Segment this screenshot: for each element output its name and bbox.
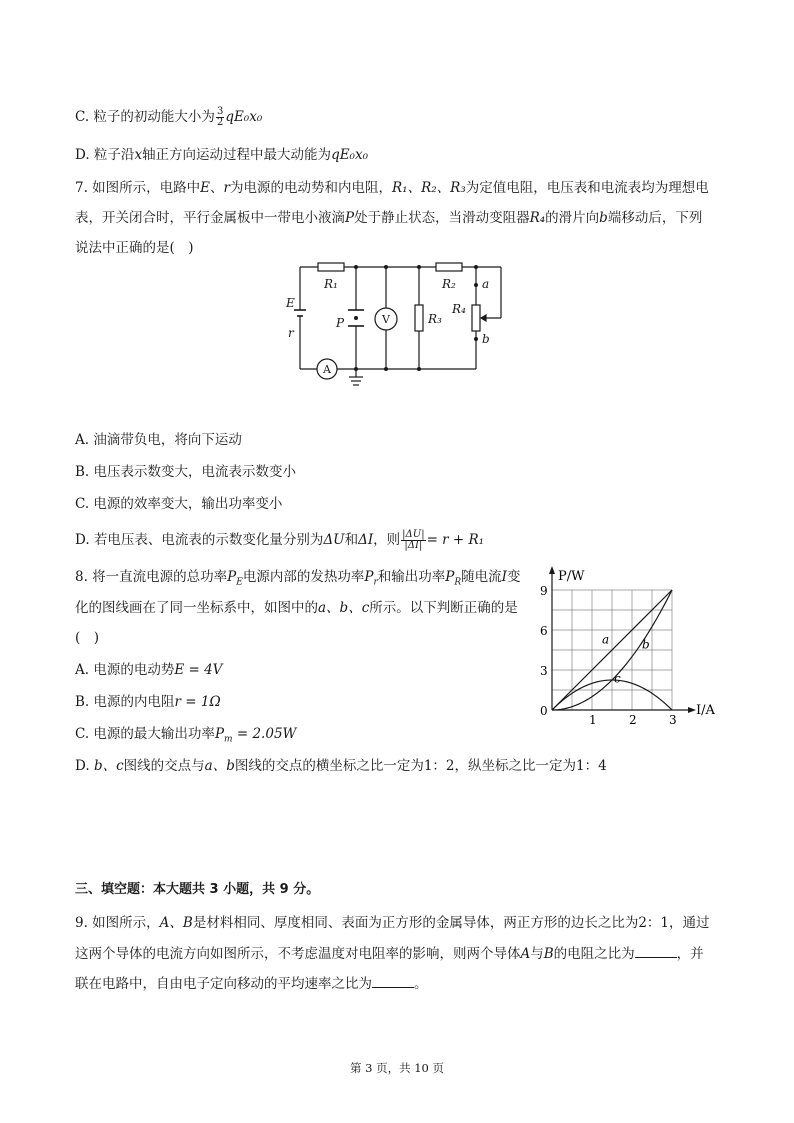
droplet-p (354, 316, 358, 320)
q7-option-a: A. 油滴带负电，将向下运动 (75, 432, 242, 448)
label-e: E (286, 296, 295, 310)
label-r1: R₁ (324, 277, 338, 291)
q9-answer-blank-2[interactable] (372, 973, 414, 988)
q6-option-c (75, 107, 262, 128)
y-axis-label: P/W (558, 569, 585, 584)
q8-stem-line1: 8. 将一直流电源的总功率$P_E$电源内部的发热功率$P_r$和输出功率$P_R$随电流I变 (75, 569, 521, 588)
series-label-c: c (614, 671, 621, 686)
label-r4: R₄ (452, 302, 466, 316)
x-tick-label: 3 (669, 713, 677, 727)
q9-answer-blank-1[interactable] (635, 943, 677, 958)
q7-stem-line3: 说法中正确的是( ) (75, 240, 194, 256)
label-r3: R₃ (428, 312, 442, 326)
label-r2: R₂ (442, 277, 456, 291)
q6-option-c-text: C. 粒子的初动能大小为 (75, 109, 215, 125)
label-p: P (336, 316, 345, 330)
q9-line2: 这两个导体的电流方向如图所示，不考虑温度对电阻率的影响，则两个导体A与B的电阻之比为 ，并 (75, 943, 704, 964)
q7-option-c: C. 电源的效率变大，输出功率变小 (75, 496, 283, 512)
q8-option-c: C. 电源的最大输出功率$P_m = 2.05W$ (75, 726, 297, 745)
q7-option-d-fraction: $\frac{|\Delta U|}{|\Delta I|}$ (402, 529, 425, 551)
q8-power-current-chart (528, 560, 728, 730)
q6-option-d: D. 粒子沿x轴正方向运动过程中最大动能为qE₀x₀ (75, 147, 368, 163)
y-tick-label: 6 (540, 624, 548, 638)
series-label-b: b (642, 637, 650, 652)
x-axis-arrow (688, 707, 696, 713)
q6-option-c-fraction: $\frac{3}{2}$ (216, 106, 224, 128)
section3-heading: 三、填空题：本大题共 3 小题，共 9 分。 (75, 882, 320, 897)
x-axis-label: I/A (696, 703, 715, 718)
q8-stem-line3: ( ) (75, 630, 100, 646)
q7-option-d: D. 若电压表、电流表的示数变化量分别为ΔU和ΔI，则 $\frac{|\Delta U|}{|\Delta I|}$ = r + R₁ (75, 529, 485, 551)
origin-label: 0 (540, 704, 548, 718)
label-b-end: b (482, 332, 490, 346)
y-axis-arrow (549, 566, 555, 574)
series-label-a: a (602, 632, 610, 647)
q8-stem-line2: 化的图线画在了同一坐标系中，如图中的a、b、c所示。以下判断正确的是 (75, 600, 518, 616)
voltmeter-label: V (382, 313, 390, 326)
page-footer: 第 3 页，共 10 页 (349, 1061, 445, 1075)
ammeter-label: A (323, 363, 331, 376)
q9-line1: 9. 如图所示，A、B是材料相同、厚度相同、表面为正方形的金属导体，两正方形的边长之比为2：1，通过 (75, 915, 710, 931)
rheostat-r4 (472, 305, 480, 331)
resistor-r1 (318, 263, 344, 271)
x-tick-label: 2 (629, 713, 637, 727)
x-tick-label: 1 (589, 713, 597, 727)
q8-option-d: D. b、c图线的交点与a、b图线的交点的横坐标之比一定为1：2，纵坐标之比一定为1：4 (75, 758, 607, 774)
q8-option-a: A. 电源的电动势E = 4V (75, 662, 223, 678)
q8-option-b: B. 电源的内电阻r = 1Ω (75, 694, 221, 710)
q6-option-c-expr: qE₀x₀ (225, 109, 263, 125)
q7-circuit-diagram (270, 255, 530, 395)
resistor-r2 (436, 263, 462, 271)
y-tick-label: 9 (540, 584, 548, 598)
label-r: r (288, 326, 294, 340)
resistor-r3 (415, 305, 423, 331)
q7-stem-line2: 表，开关闭合时，平行金属板中一带电小液滴P处于静止状态，当滑动变阻器R₄的滑片向b端移动后，下列 (75, 210, 703, 226)
q7-stem-line1: 7. 如图所示，电路中E、r为电源的电动势和内电阻，R₁、R₂、R₃为定值电阻，电压表和电流表均为理想电 (75, 180, 709, 196)
q9-line3: 联在电路中，自由电子定向移动的平均速率之比为 。 (75, 973, 428, 994)
y-tick-label: 3 (540, 664, 548, 678)
q7-option-b: B. 电压表示数变大，电流表示数变小 (75, 464, 297, 480)
label-a-end: a (482, 277, 490, 291)
